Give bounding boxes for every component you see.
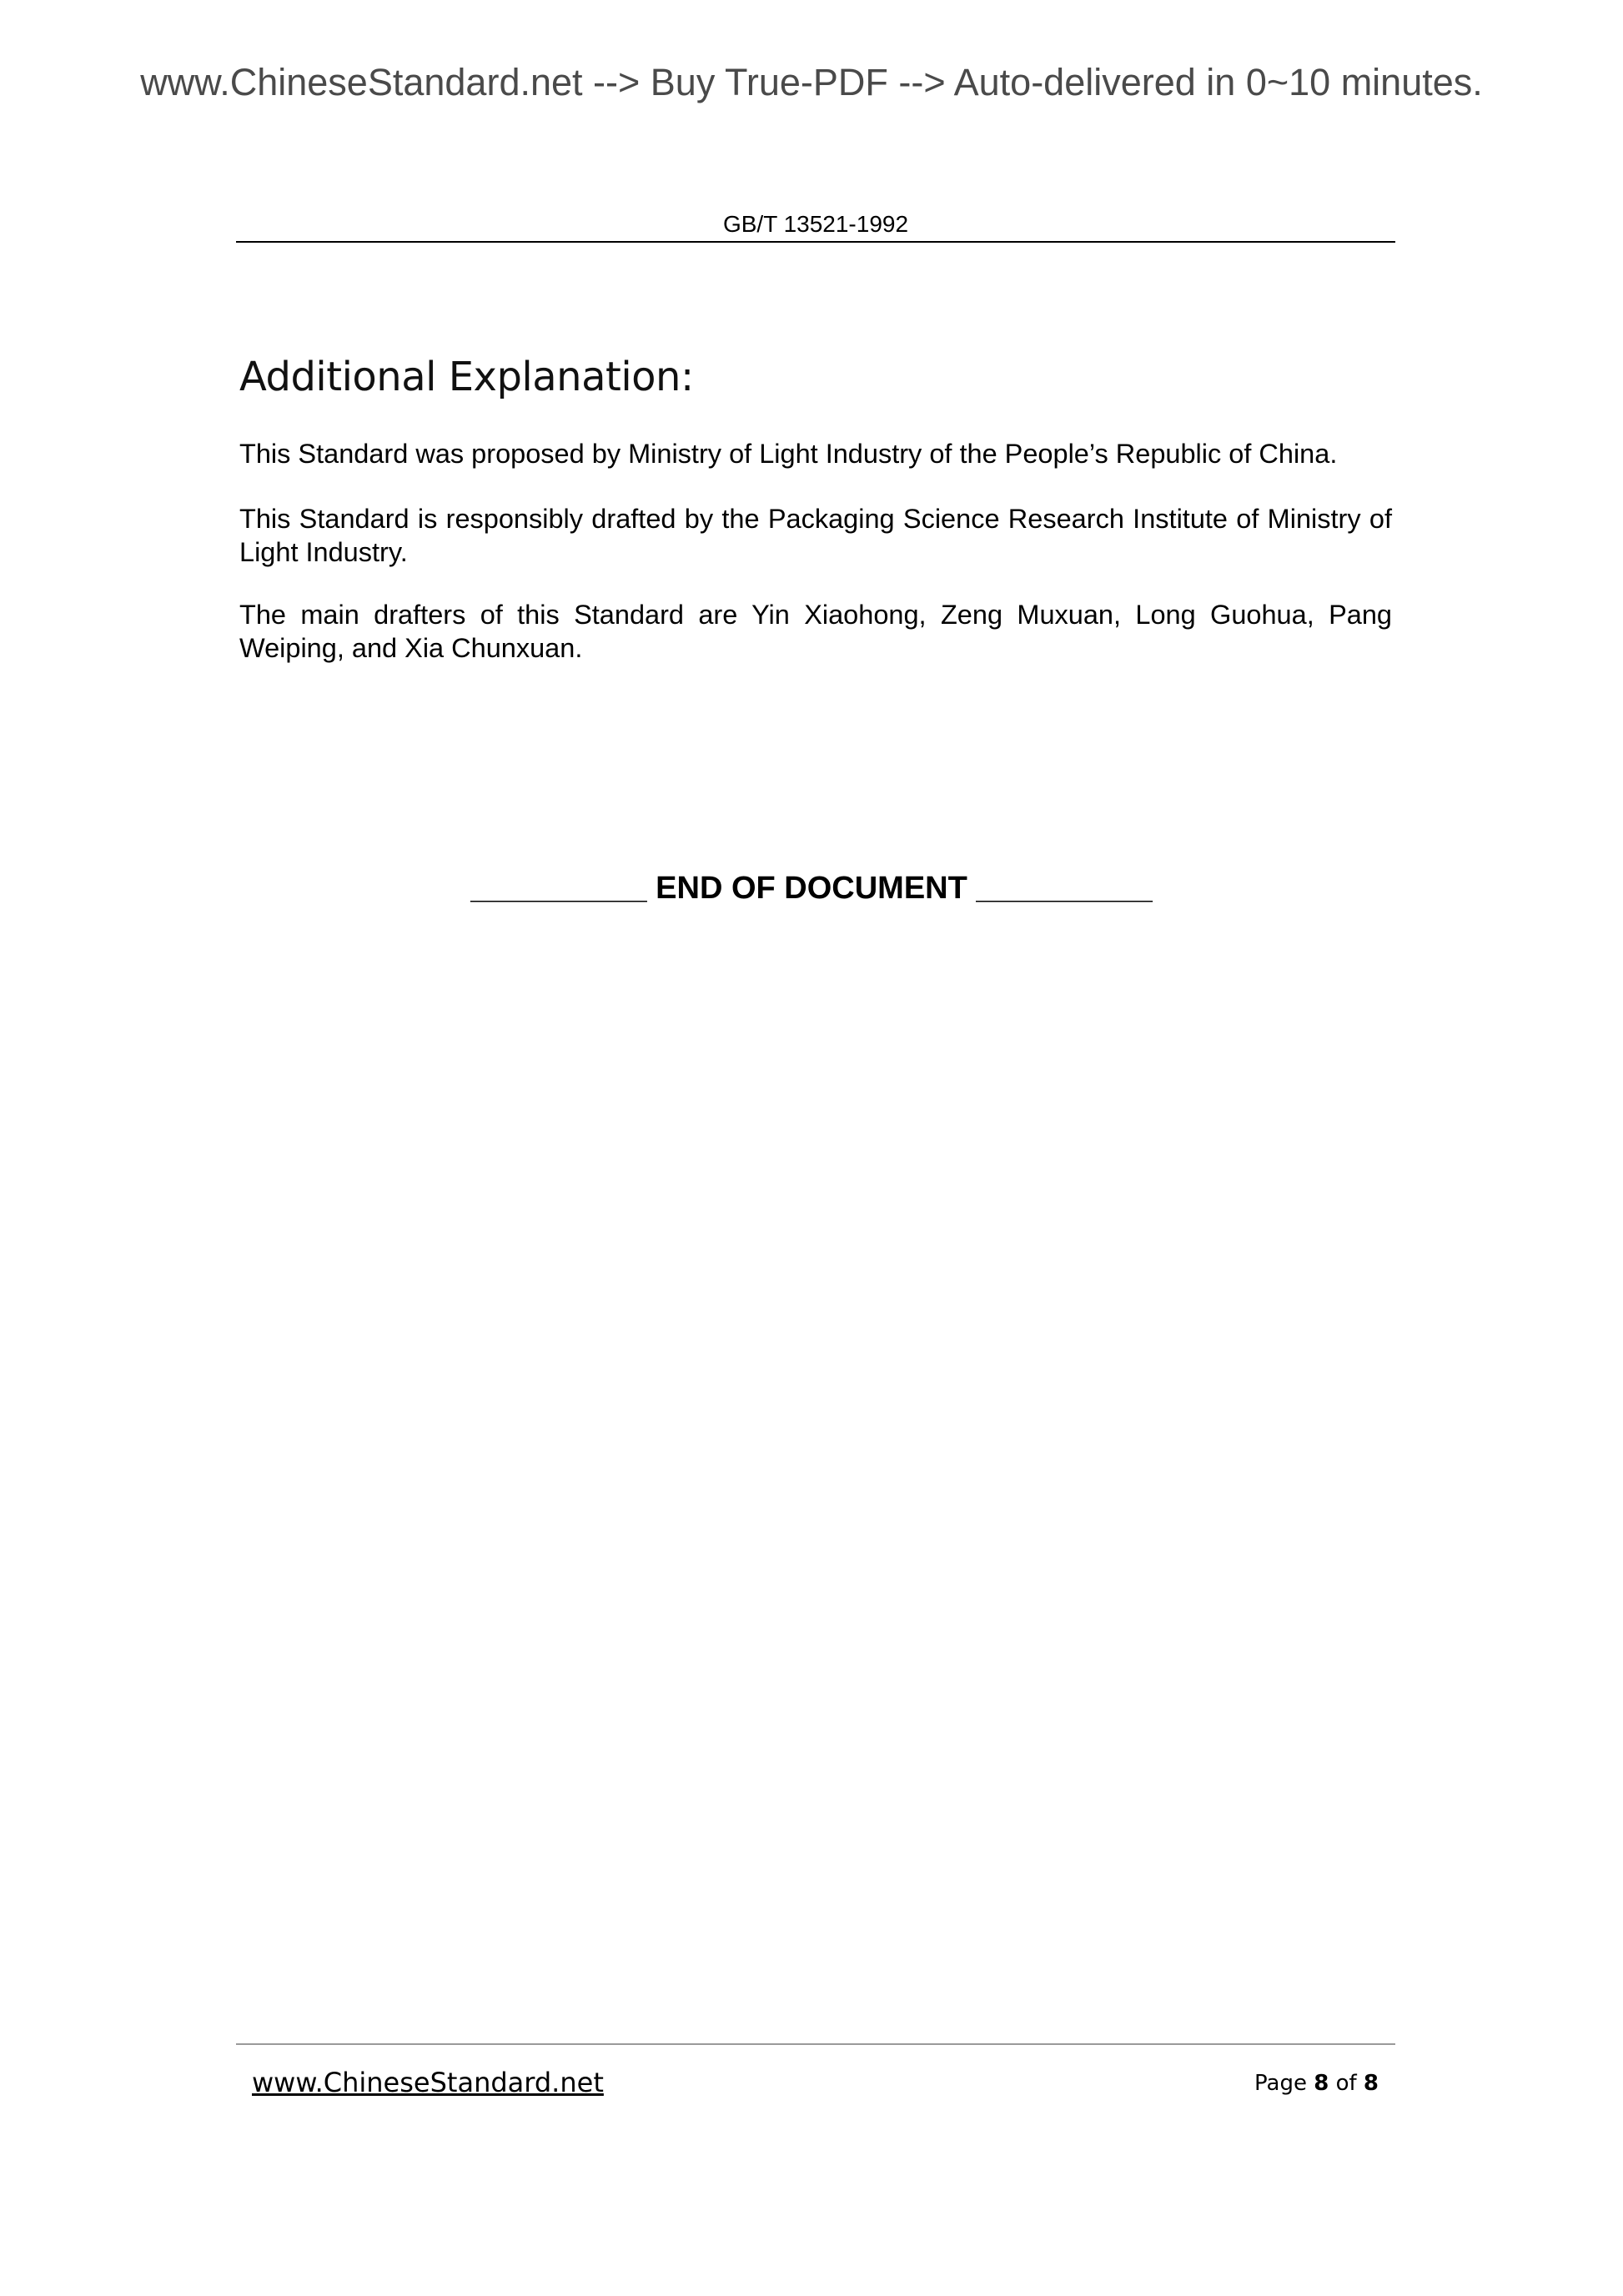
paragraph-main-drafters: The main drafters of this Standard are Yin Xiaohong, Zeng Muxuan, Long Guohua, Pang Weiping, and Xia Chunxuan. bbox=[239, 600, 1392, 663]
current-page-number: 8 bbox=[1314, 2071, 1329, 2096]
page-word: Page bbox=[1254, 2071, 1307, 2096]
top-banner: www.ChineseStandard.net --> Buy True-PDF --> Auto-delivered in 0~10 minutes. bbox=[140, 61, 1483, 103]
header-divider bbox=[236, 241, 1395, 243]
footer-site-link[interactable]: www.ChineseStandard.net bbox=[252, 2067, 604, 2098]
footer-divider bbox=[236, 2043, 1395, 2045]
header-standard-code: GB/T 13521-1992 bbox=[722, 211, 909, 237]
footer-page-indicator bbox=[1254, 2071, 1379, 2097]
paragraph-drafted-by: This Standard is responsibly drafted by the Packaging Science Research Institute of Ministry of Light Industry. bbox=[239, 504, 1392, 567]
end-of-document-marker: __________ END OF DOCUMENT __________ bbox=[470, 871, 1153, 906]
section-title: Additional Explanation: bbox=[239, 354, 694, 400]
total-pages-number: 8 bbox=[1363, 2071, 1379, 2096]
of-word: of bbox=[1335, 2071, 1357, 2096]
paragraph-proposed-by: This Standard was proposed by Ministry of Light Industry of the People’s Republic of China. bbox=[239, 439, 1338, 469]
